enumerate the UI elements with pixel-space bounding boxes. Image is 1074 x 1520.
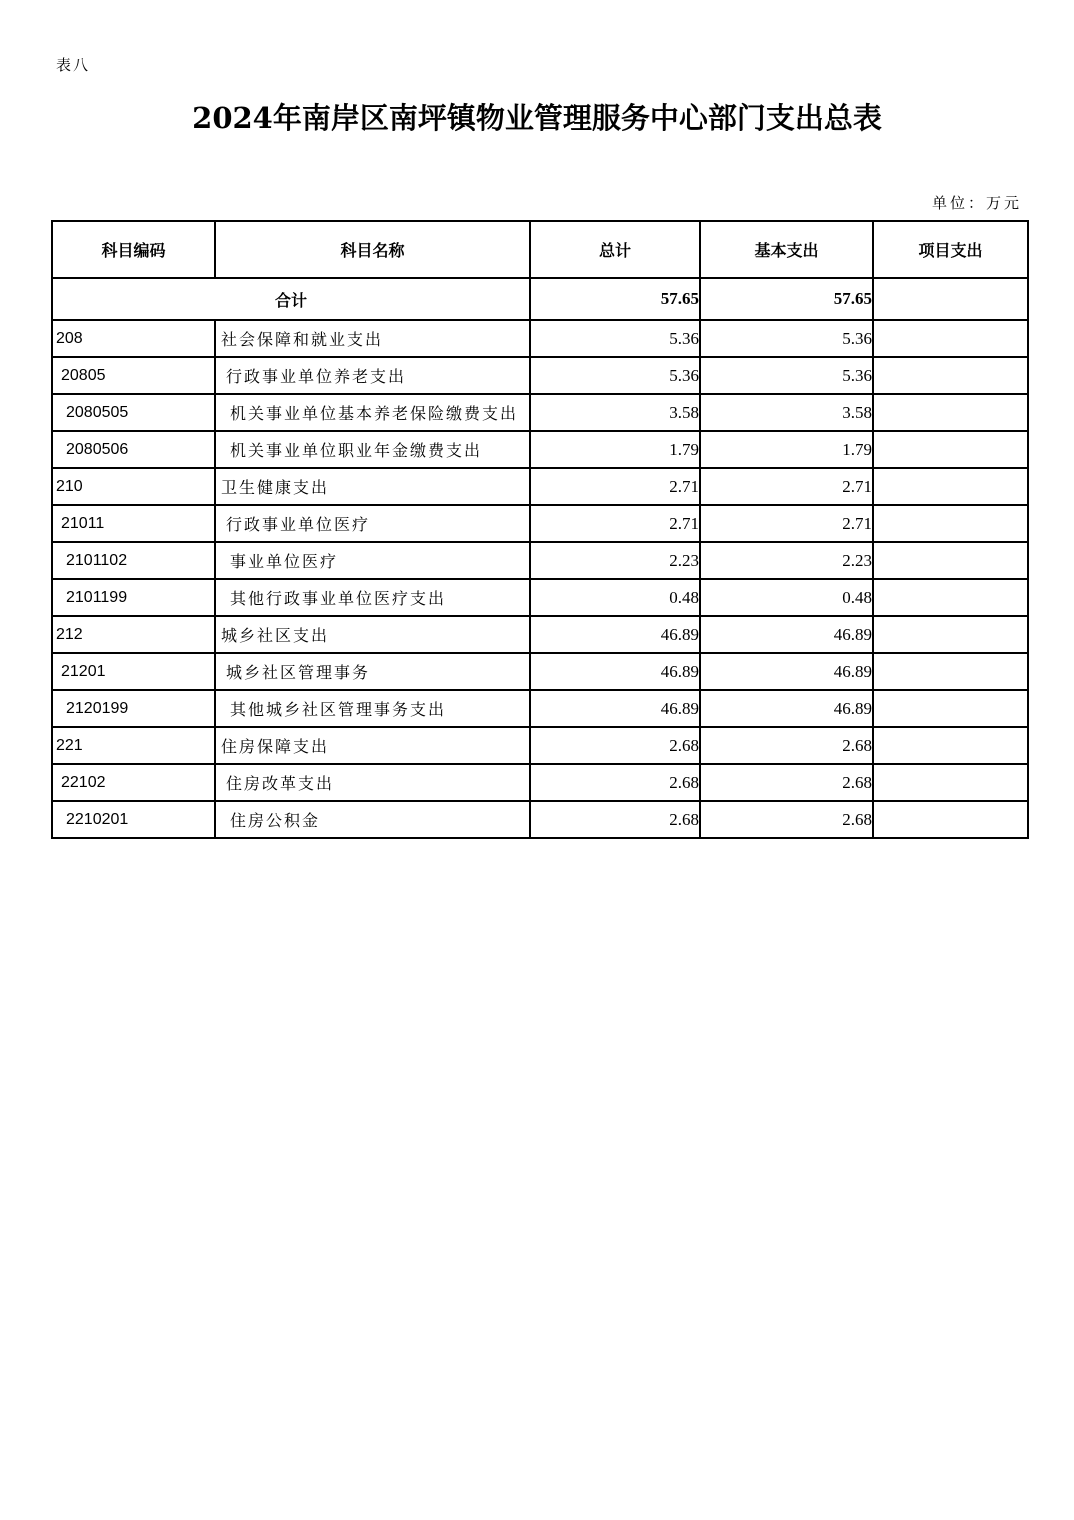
total-value: 2.68 xyxy=(530,801,700,838)
basic-value: 46.89 xyxy=(700,653,873,690)
project-value xyxy=(873,357,1028,394)
total-value: 46.89 xyxy=(530,653,700,690)
subject-name: 机关事业单位基本养老保险缴费支出 xyxy=(215,394,530,431)
subject-code: 21011 xyxy=(52,505,215,542)
total-value: 2.68 xyxy=(530,727,700,764)
subject-code: 208 xyxy=(52,320,215,357)
subject-name: 城乡社区管理事务 xyxy=(215,653,530,690)
subject-name: 住房保障支出 xyxy=(215,727,530,764)
table-row xyxy=(52,357,1028,394)
basic-value: 1.79 xyxy=(700,431,873,468)
col-header-basic: 基本支出 xyxy=(700,221,873,278)
total-project xyxy=(873,278,1028,320)
total-sum: 57.65 xyxy=(530,278,700,320)
basic-value: 2.71 xyxy=(700,468,873,505)
subject-name: 社会保障和就业支出 xyxy=(215,320,530,357)
table-row xyxy=(52,690,1028,727)
project-value xyxy=(873,579,1028,616)
project-value xyxy=(873,468,1028,505)
subject-name: 其他城乡社区管理事务支出 xyxy=(215,690,530,727)
basic-value: 0.48 xyxy=(700,579,873,616)
subject-code: 2101102 xyxy=(52,542,215,579)
project-value xyxy=(873,616,1028,653)
table-number: 表八 xyxy=(56,56,91,74)
basic-value: 2.71 xyxy=(700,505,873,542)
total-basic: 57.65 xyxy=(700,278,873,320)
project-value xyxy=(873,764,1028,801)
subject-code: 212 xyxy=(52,616,215,653)
project-value xyxy=(873,653,1028,690)
page-title: 2024年南岸区南坪镇物业管理服务中心部门支出总表 xyxy=(192,101,882,135)
project-value xyxy=(873,727,1028,764)
basic-value: 2.68 xyxy=(700,727,873,764)
table-row xyxy=(52,579,1028,616)
basic-value: 5.36 xyxy=(700,320,873,357)
expenditure-table xyxy=(51,220,1029,839)
table-row xyxy=(52,542,1028,579)
subject-name: 住房改革支出 xyxy=(215,764,530,801)
table-header-row xyxy=(52,221,1028,278)
subject-code: 21201 xyxy=(52,653,215,690)
total-value: 2.71 xyxy=(530,468,700,505)
subject-code: 22102 xyxy=(52,764,215,801)
project-value xyxy=(873,690,1028,727)
subject-code: 221 xyxy=(52,727,215,764)
subject-code: 2210201 xyxy=(52,801,215,838)
total-value: 0.48 xyxy=(530,579,700,616)
table-row xyxy=(52,764,1028,801)
basic-value: 5.36 xyxy=(700,357,873,394)
basic-value: 3.58 xyxy=(700,394,873,431)
subject-name: 住房公积金 xyxy=(215,801,530,838)
project-value xyxy=(873,431,1028,468)
table-row xyxy=(52,727,1028,764)
subject-code: 2080505 xyxy=(52,394,215,431)
total-value: 2.71 xyxy=(530,505,700,542)
subject-code: 210 xyxy=(52,468,215,505)
total-value: 1.79 xyxy=(530,431,700,468)
total-value: 5.36 xyxy=(530,320,700,357)
subject-name: 机关事业单位职业年金缴费支出 xyxy=(215,431,530,468)
project-value xyxy=(873,394,1028,431)
total-value: 2.23 xyxy=(530,542,700,579)
table-row xyxy=(52,653,1028,690)
table-row xyxy=(52,431,1028,468)
basic-value: 2.68 xyxy=(700,764,873,801)
project-value xyxy=(873,542,1028,579)
basic-value: 46.89 xyxy=(700,616,873,653)
unit-label: 单位：万元 xyxy=(931,194,1022,212)
table-row xyxy=(52,394,1028,431)
basic-value: 2.68 xyxy=(700,801,873,838)
total-value: 46.89 xyxy=(530,616,700,653)
total-value: 3.58 xyxy=(530,394,700,431)
col-header-name: 科目名称 xyxy=(215,221,530,278)
table-row xyxy=(52,801,1028,838)
col-header-code: 科目编码 xyxy=(52,221,215,278)
subject-name: 城乡社区支出 xyxy=(215,616,530,653)
subject-name: 行政事业单位养老支出 xyxy=(215,357,530,394)
table-row xyxy=(52,468,1028,505)
total-label: 合计 xyxy=(52,278,530,320)
project-value xyxy=(873,801,1028,838)
subject-name: 事业单位医疗 xyxy=(215,542,530,579)
table-row xyxy=(52,320,1028,357)
subject-code: 20805 xyxy=(52,357,215,394)
project-value xyxy=(873,320,1028,357)
table-row xyxy=(52,505,1028,542)
table-row xyxy=(52,616,1028,653)
total-value: 46.89 xyxy=(530,690,700,727)
subject-code: 2080506 xyxy=(52,431,215,468)
col-header-total: 总计 xyxy=(530,221,700,278)
subject-name: 行政事业单位医疗 xyxy=(215,505,530,542)
subject-name: 卫生健康支出 xyxy=(215,468,530,505)
subject-code: 2120199 xyxy=(52,690,215,727)
col-header-project: 项目支出 xyxy=(873,221,1028,278)
project-value xyxy=(873,505,1028,542)
subject-code: 2101199 xyxy=(52,579,215,616)
subject-name: 其他行政事业单位医疗支出 xyxy=(215,579,530,616)
basic-value: 46.89 xyxy=(700,690,873,727)
basic-value: 2.23 xyxy=(700,542,873,579)
total-value: 5.36 xyxy=(530,357,700,394)
total-value: 2.68 xyxy=(530,764,700,801)
total-row xyxy=(52,278,1028,320)
